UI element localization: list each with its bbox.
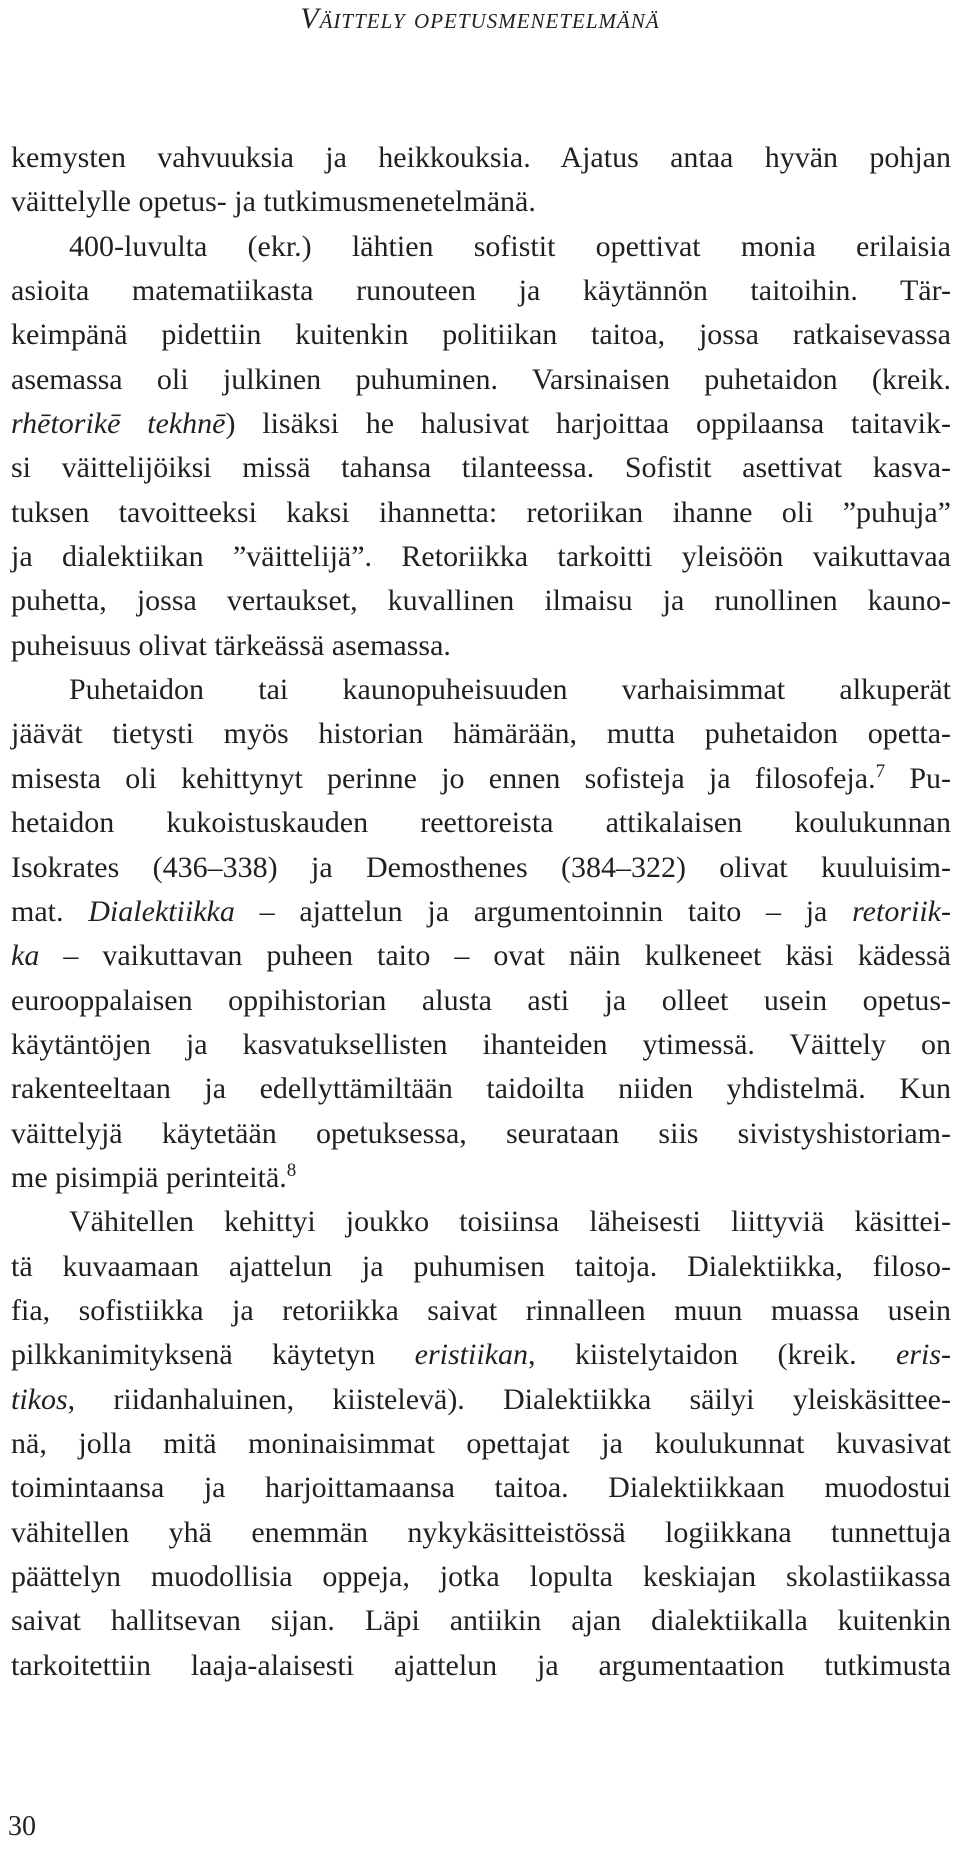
text-segment: – ajattelun ja argumentoinnin taito – ja: [234, 894, 853, 928]
text-segment: tä kuvaamaan ajattelun ja puhumisen taitoja. Dialektiikka, filoso-: [11, 1249, 951, 1283]
text-line: [11, 1555, 951, 1599]
text-segment: vähitellen yhä enemmän nykykäsitteistössä logiikkana tunnettuja: [11, 1515, 951, 1549]
text-line: [11, 1599, 951, 1643]
text-line: [11, 1422, 951, 1466]
text-segment: asioita matematiikasta runouteen ja käytännön taitoihin. Tär-: [11, 274, 951, 308]
text-segment: väittelyjä käytetään opetuksessa, seurataan siis sivistyshistoriam-: [11, 1116, 951, 1150]
body-text: [11, 136, 951, 1688]
text-line: [11, 846, 951, 890]
text-segment: asemassa oli julkinen puhuminen. Varsinaisen puhetaidon (kreik.: [11, 362, 951, 396]
text-segment: tuksen tavoitteeksi kaksi ihannetta: retoriikan ihanne oli ”puhuja”: [11, 495, 951, 529]
text-segment: puhetta, jossa vertaukset, kuvallinen ilmaisu ja runollinen kauno-: [11, 584, 951, 618]
text-segment: Dialektiikka: [88, 894, 235, 928]
text-segment: retoriik-: [852, 894, 951, 928]
text-line: [11, 1333, 951, 1377]
text-line: [11, 668, 951, 712]
text-segment: misesta oli kehittynyt perinne jo ennen sofisteja ja filosofeja.: [11, 761, 876, 795]
text-line: [11, 535, 951, 579]
text-segment: rhētorikē tekhnē: [11, 407, 226, 441]
text-line: [11, 934, 951, 978]
text-line: [11, 801, 951, 845]
text-segment: rakenteeltaan ja edellyttämiltään taidoilta niiden yhdistelmä. Kun: [11, 1072, 951, 1106]
text-segment: tarkoitettiin laaja-alaisesti ajattelun ja argumentaation tutkimusta: [11, 1648, 951, 1682]
text-line: [11, 269, 951, 313]
text-segment: me pisimpiä perinteitä.: [11, 1160, 287, 1194]
text-line: [11, 1023, 951, 1067]
text-segment: toimintaansa ja harjoittamaansa taitoa. Dialektiikkaan muodostui: [11, 1471, 951, 1505]
text-segment: si väittelijöiksi missä tahansa tilanteessa. Sofistit asettivat kasva-: [11, 451, 951, 485]
text-line: [11, 1644, 951, 1688]
text-segment: ka: [11, 939, 40, 973]
text-segment: hetaidon kukoistuskauden reettoreista attikalaisen koulukunnan: [11, 806, 951, 840]
text-line: [11, 313, 951, 357]
text-segment: eris-: [896, 1338, 951, 1372]
text-segment: saivat hallitsevan sijan. Läpi antiikin ajan dialektiikalla kuitenkin: [11, 1604, 951, 1638]
text-segment: Isokrates (436–338) ja Demosthenes (384–322) olivat kuuluisim-: [11, 850, 951, 884]
text-line: [11, 712, 951, 756]
text-segment: eristiikan: [414, 1338, 528, 1372]
text-line: [11, 1466, 951, 1510]
text-line: [11, 624, 951, 668]
text-segment: 400-luvulta (ekr.) lähtien sofistit opettivat monia erilaisia: [69, 229, 951, 263]
text-line: [11, 491, 951, 535]
text-segment: fia, sofistiikka ja retoriikka saivat rinnalleen muun muassa usein: [11, 1293, 951, 1327]
text-segment: , riidanhaluinen, kiistelevä). Dialektiikka säilyi yleiskäsittee-: [67, 1382, 951, 1416]
text-line: [11, 890, 951, 934]
text-segment: eurooppalaisen oppihistorian alusta asti ja olleet usein opetus-: [11, 983, 951, 1017]
text-segment: käytäntöjen ja kasvatuksellisten ihanteiden ytimessä. Väittely on: [11, 1027, 951, 1061]
text-segment: Vähitellen kehittyi joukko toisiinsa läheisesti liittyviä käsittei-: [69, 1205, 951, 1239]
text-line: [11, 757, 951, 801]
text-line: [11, 1378, 951, 1422]
text-line: [11, 446, 951, 490]
footnote-ref: 7: [875, 760, 886, 782]
text-segment: tikos: [11, 1382, 68, 1416]
running-head: Väittely opetusmenetelmänä: [300, 2, 660, 35]
text-segment: Pu-: [885, 761, 951, 795]
text-line: [11, 1112, 951, 1156]
page-number: 30: [8, 1811, 36, 1842]
text-segment: ja dialektiikan ”väittelijä”. Retoriikka tarkoitti yleisöön vaikuttavaa: [11, 540, 951, 574]
text-line: [11, 1289, 951, 1333]
text-segment: puheisuus olivat tärkeässä asemassa.: [11, 628, 451, 662]
text-line: [11, 979, 951, 1023]
text-line: [11, 358, 951, 402]
text-segment: keimpänä pidettiin kuitenkin politiikan taitoa, jossa ratkaisevassa: [11, 318, 951, 352]
text-segment: Puhetaidon tai kaunopuheisuuden varhaisimmat alkuperät: [69, 673, 951, 707]
text-line: [11, 1200, 951, 1244]
text-segment: nä, jolla mitä moninaisimmat opettajat ja koulukunnat kuvasivat: [11, 1426, 951, 1460]
text-line: [11, 225, 951, 269]
text-segment: mat.: [11, 894, 89, 928]
text-line: [11, 1245, 951, 1289]
text-line: [11, 579, 951, 623]
text-segment: ) lisäksi he halusivat harjoittaa oppilaansa taitavik-: [225, 407, 951, 441]
text-segment: kemysten vahvuuksia ja heikkouksia. Ajatus antaa hyvän pohjan: [11, 141, 951, 174]
text-line: [11, 1067, 951, 1111]
text-segment: päättelyn muodollisia oppeja, jotka lopulta keskiajan skolastiikassa: [11, 1560, 951, 1593]
text-line: [11, 1156, 951, 1200]
text-line: [11, 1511, 951, 1555]
text-line: [11, 180, 951, 224]
text-segment: väittelylle opetus- ja tutkimusmenetelmänä.: [11, 185, 536, 219]
footnote-ref: 8: [286, 1159, 297, 1181]
text-line: [11, 402, 951, 446]
text-segment: , kiistelytaidon (kreik.: [527, 1338, 896, 1372]
text-segment: – vaikuttavan puheen taito – ovat näin kulkeneet käsi kädessä: [39, 939, 951, 973]
text-segment: jäävät tietysti myös historian hämärään, mutta puhetaidon opetta-: [11, 717, 951, 751]
text-segment: pilkkanimityksenä käytetyn: [11, 1338, 415, 1372]
text-line: [11, 136, 951, 180]
